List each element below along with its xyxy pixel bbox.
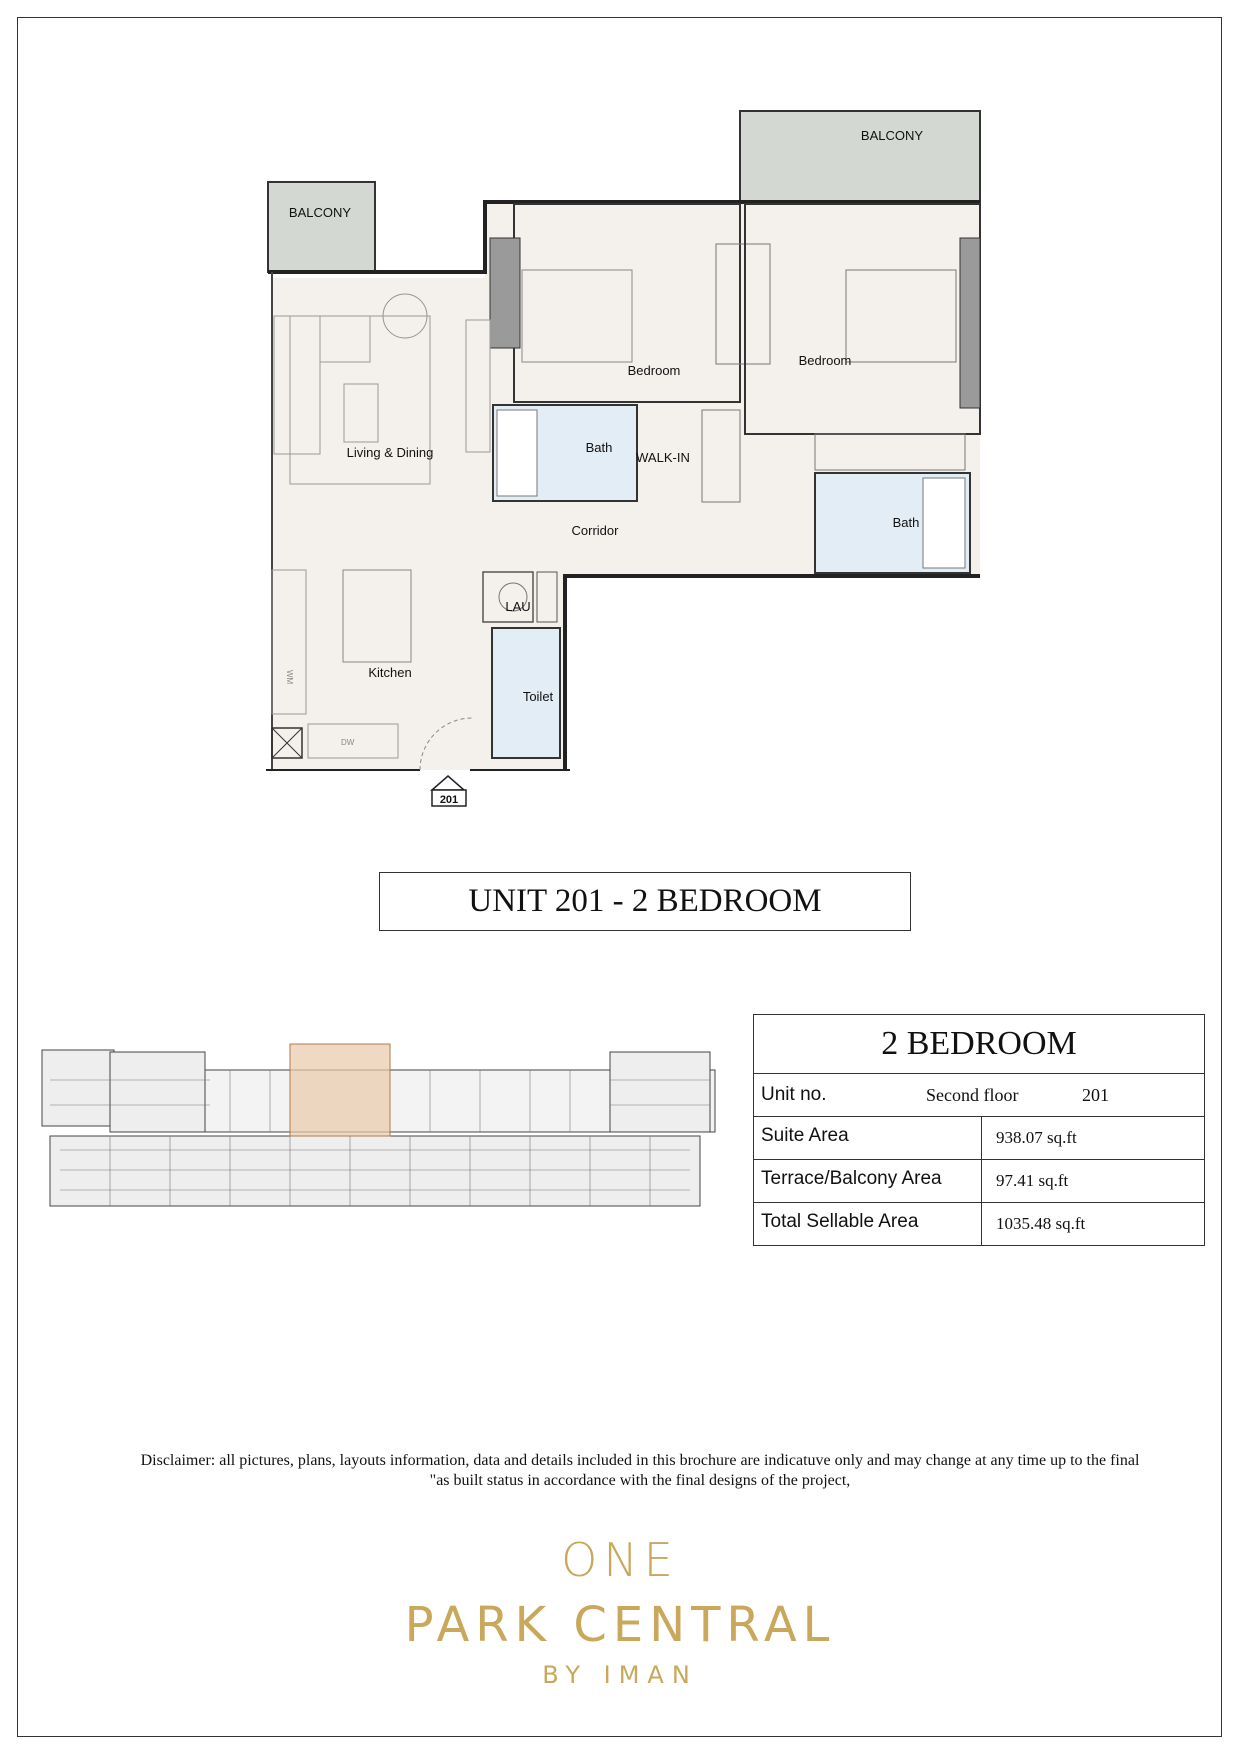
logo-by-iman: BY IMAN	[542, 1661, 698, 1689]
logo-one: ONE	[561, 1533, 679, 1587]
table-row	[754, 1160, 1205, 1203]
balcony-left	[268, 182, 375, 272]
label-corridor: Corridor	[571, 523, 619, 538]
label-kitchen: Kitchen	[368, 665, 412, 680]
floor-plan	[0, 0, 1241, 840]
unit-number-row	[754, 1074, 1205, 1117]
label-wm: WM	[285, 670, 294, 685]
disclaimer-line-2: "as built status in accordance with the final designs of the project,	[429, 1472, 851, 1489]
label-bath-2: Bath	[892, 515, 920, 530]
label-balcony-right: BALCONY	[860, 128, 924, 143]
logo-park-central: PARK CENTRAL	[404, 1597, 836, 1653]
label-walk-in: WALK-IN	[636, 450, 690, 465]
row-value: 938.07 sq.ft	[982, 1117, 1205, 1160]
brand-logo	[320, 1525, 920, 1695]
label-bath-1: Bath	[585, 440, 613, 455]
label-bedroom-2: Bedroom	[798, 353, 852, 368]
label-lau: LAU	[505, 599, 531, 614]
entry-tag: 201	[439, 794, 459, 806]
disclaimer	[60, 1451, 1220, 1491]
table-row	[754, 1117, 1205, 1160]
key-plan	[30, 1040, 730, 1220]
row-label: Suite Area	[754, 1117, 982, 1160]
floor-value: Second floor	[926, 1084, 1019, 1105]
label-balcony-left: BALCONY	[288, 205, 352, 220]
unit-no-value: 201	[1082, 1084, 1109, 1105]
label-dw: DW	[341, 738, 355, 747]
disclaimer-line-1: Disclaimer: all pictures, plans, layouts information, data and details included in this brochure are indicatuve only and may change at any time up to the final	[140, 1452, 1140, 1469]
label-bedroom-1: Bedroom	[627, 363, 681, 378]
area-table	[753, 1014, 1205, 1246]
row-value: 97.41 sq.ft	[982, 1160, 1205, 1203]
table-row	[754, 1203, 1205, 1246]
unit-no-label: Unit no.	[761, 1084, 827, 1105]
row-label: Total Sellable Area	[754, 1203, 982, 1246]
balcony-right	[740, 111, 980, 203]
row-label: Terrace/Balcony Area	[754, 1160, 982, 1203]
label-living-dining: Living & Dining	[346, 445, 434, 460]
label-toilet: Toilet	[522, 689, 554, 704]
unit-title: UNIT 201 - 2 BEDROOM	[379, 872, 911, 931]
row-value: 1035.48 sq.ft	[982, 1203, 1205, 1246]
area-table-header: 2 BEDROOM	[754, 1015, 1205, 1074]
